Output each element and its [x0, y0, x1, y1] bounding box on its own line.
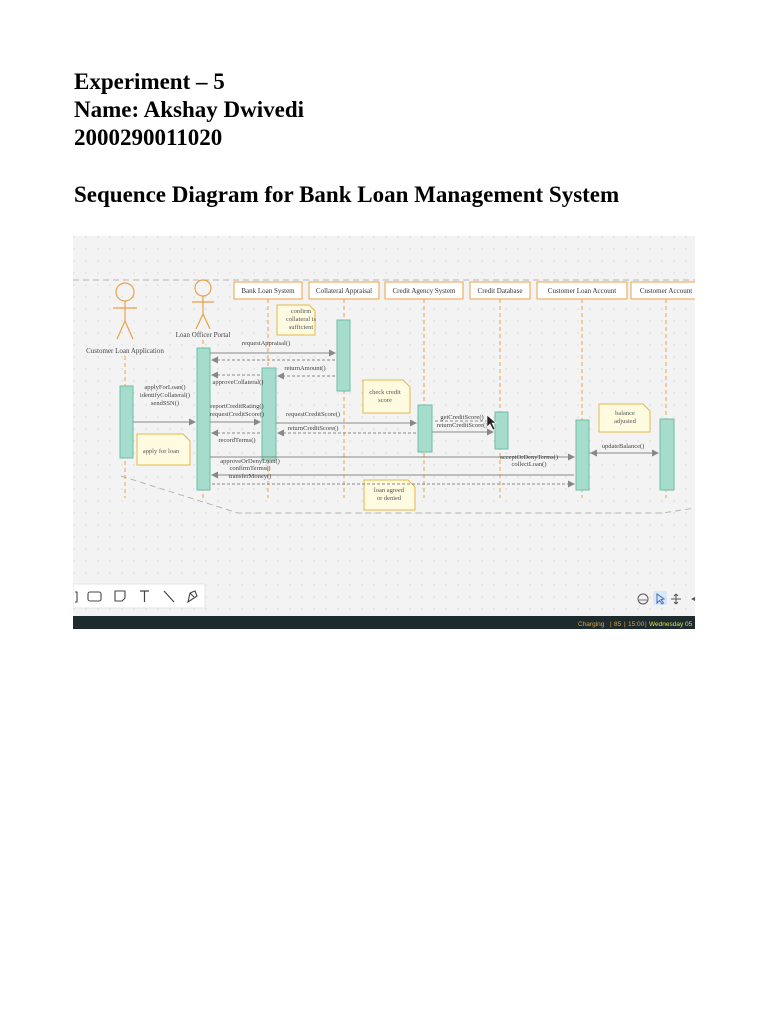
actor-label-customer: Customer Loan Application: [86, 347, 164, 355]
message-label: returnAmount(): [284, 365, 326, 372]
student-name: Name: Akshay Dwivedi: [74, 97, 305, 122]
note-confirm-collateral[interactable]: [277, 305, 317, 335]
note-text: loan agreed: [373, 487, 405, 494]
clock-text[interactable]: 15:00: [628, 621, 645, 628]
activation-officer[interactable]: [197, 348, 210, 490]
lifeline-label: Customer Loan Account: [547, 287, 617, 295]
message-label: requestCreditScore(): [209, 411, 265, 418]
roll-number: 2000290011020: [74, 125, 223, 150]
document-header: [74, 68, 304, 152]
message-label: reportCreditRating(): [210, 403, 264, 410]
separator: |: [645, 621, 647, 628]
document-title: Sequence Diagram for Bank Loan Management System: [74, 182, 620, 207]
message-label: confirmTerms(): [229, 465, 271, 472]
message-label: applyForLoan(): [144, 384, 186, 391]
embedded-diagram-screenshot: [73, 236, 695, 629]
shape-toolbar: [73, 584, 205, 608]
activation-loan-account[interactable]: [576, 420, 589, 490]
message-label: identifyCollateral(): [139, 392, 191, 399]
note-text: apply for loan: [142, 448, 180, 455]
date-text[interactable]: Wednesday 05: [649, 621, 693, 628]
lifeline-header-customer-loan-account[interactable]: [537, 282, 627, 299]
activation-credit-db[interactable]: [495, 412, 508, 449]
note-text: or denied: [376, 495, 402, 502]
battery-status-text: Charging: [578, 621, 605, 628]
message-label: sendSSN(): [150, 400, 180, 407]
lifeline-label: Bank Loan System: [241, 287, 295, 295]
message-label: approveCollateral(): [212, 379, 264, 386]
lifeline-header-credit-agency-system[interactable]: [385, 282, 463, 299]
activation-collateral[interactable]: [337, 320, 350, 391]
separator: |: [610, 621, 612, 628]
activation-bank[interactable]: [262, 368, 276, 460]
note-text: confirm: [290, 308, 312, 315]
lifeline-label: Credit Agency System: [392, 287, 456, 295]
battery-level-text: 85: [614, 621, 622, 628]
lifeline-label: Customer Account: [639, 287, 693, 295]
note-text: sufficient: [288, 324, 314, 331]
note-text: score: [378, 397, 392, 404]
message-label: requestCreditScore(): [285, 411, 341, 418]
lifeline-label: Credit Database: [477, 287, 523, 295]
message-label: returnCreditScore(): [436, 422, 488, 429]
note-apply-for-loan[interactable]: [137, 434, 190, 465]
note-balance-adjusted[interactable]: [599, 404, 650, 432]
experiment-label: Experiment – 5: [74, 69, 225, 94]
message-label: transferMoney(): [228, 473, 272, 480]
message-label: collectLoan(): [511, 461, 547, 468]
message-label: updateBalance(): [601, 443, 645, 450]
lifeline-header-bank-loan-system[interactable]: [234, 282, 302, 299]
note-check-credit-score[interactable]: [363, 380, 410, 413]
lifeline-header-credit-database[interactable]: [470, 282, 530, 299]
message-label: recordTerms(): [218, 437, 256, 444]
message-label: returnCreditScore(): [287, 425, 339, 432]
select-tool-highlight: [653, 591, 667, 605]
lifeline-header-customer-account[interactable]: [631, 282, 695, 299]
message-label: getCreditScore(): [440, 414, 484, 421]
note-text: check credit: [369, 389, 401, 396]
activation-credit-agency[interactable]: [418, 405, 432, 452]
note-text: adjusted: [614, 418, 636, 425]
lifeline-label: Collateral Appraisal: [315, 287, 373, 295]
message-label: approveOrDenyLoan(): [220, 458, 280, 465]
separator: |: [624, 621, 626, 628]
lifeline-header-collateral-appraisal[interactable]: [309, 282, 379, 299]
note-text: collateral is: [285, 316, 317, 323]
actor-label-officer: Loan Officer Portal: [175, 331, 231, 339]
activation-customer[interactable]: [120, 386, 133, 458]
note-text: balance: [615, 410, 635, 417]
message-label: acceptOrDenyTerms(): [499, 454, 559, 461]
message-label: requestAppraisal(): [241, 340, 291, 347]
activation-customer-account[interactable]: [660, 419, 674, 490]
